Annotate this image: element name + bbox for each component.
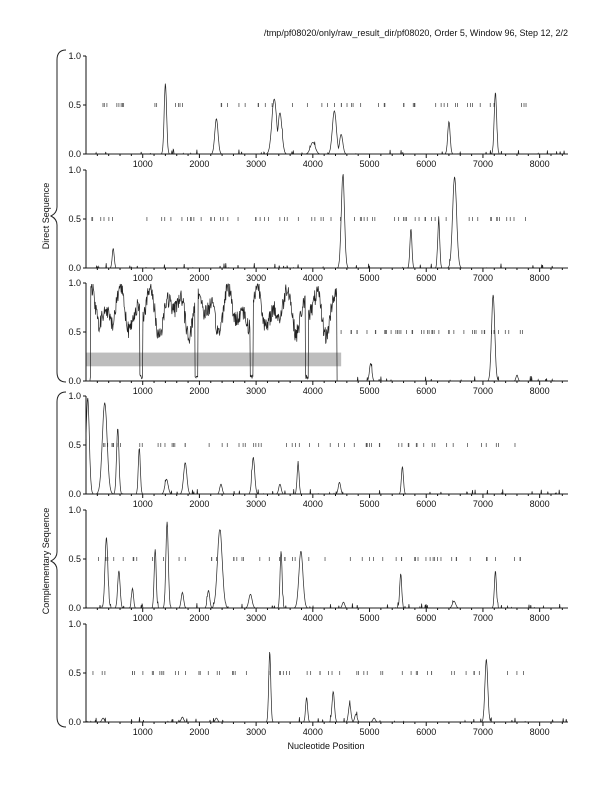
panel-6 — [68, 619, 568, 737]
direct-sequence-group — [41, 50, 66, 382]
x-tick-label: 7000 — [472, 386, 493, 396]
x-tick-label: 2000 — [189, 159, 210, 169]
x-tick-label: 2000 — [189, 727, 210, 737]
y-tick-label: 0.0 — [68, 263, 81, 273]
x-tick-label: 3000 — [246, 386, 267, 396]
x-tick-label: 3000 — [246, 727, 267, 737]
x-tick-label: 4000 — [302, 613, 323, 623]
x-tick-label: 4000 — [302, 499, 323, 509]
x-tick-label: 5000 — [359, 159, 380, 169]
x-tick-label: 1000 — [132, 386, 153, 396]
series-line — [86, 652, 568, 722]
x-tick-label: 1000 — [132, 499, 153, 509]
y-tick-label: 1.0 — [68, 505, 81, 515]
x-tick-label: 6000 — [416, 499, 437, 509]
x-tick-label: 4000 — [302, 273, 323, 283]
x-tick-label: 8000 — [529, 273, 550, 283]
x-tick-label: 3000 — [246, 499, 267, 509]
highlight-band — [86, 353, 341, 367]
x-tick-label: 8000 — [529, 613, 550, 623]
y-tick-label: 0.5 — [68, 440, 81, 450]
panel-5 — [68, 505, 568, 623]
y-tick-label: 0.0 — [68, 717, 81, 727]
direct-group-bracket — [51, 50, 66, 382]
x-tick-label: 2000 — [189, 273, 210, 283]
x-tick-label: 3000 — [246, 613, 267, 623]
series-line — [86, 174, 568, 268]
x-tick-label: 8000 — [529, 159, 550, 169]
x-tick-label: 5000 — [359, 613, 380, 623]
y-tick-label: 0.5 — [68, 327, 81, 337]
x-tick-label: 6000 — [416, 273, 437, 283]
x-tick-label: 6000 — [416, 386, 437, 396]
y-tick-label: 0.5 — [68, 214, 81, 224]
y-tick-label: 0.5 — [68, 668, 81, 678]
y-tick-label: 1.0 — [68, 51, 81, 61]
x-tick-label: 4000 — [302, 386, 323, 396]
x-axis-label: Nucleotide Position — [287, 741, 365, 751]
complementary-group-label: Complementary Sequence — [41, 507, 51, 615]
x-tick-label: 2000 — [189, 499, 210, 509]
x-tick-label: 4000 — [302, 159, 323, 169]
x-tick-label: 8000 — [529, 727, 550, 737]
x-tick-label: 5000 — [359, 727, 380, 737]
direct-group-label: Direct Sequence — [41, 182, 51, 250]
x-tick-label: 7000 — [472, 273, 493, 283]
panel-3 — [68, 278, 568, 396]
y-tick-label: 1.0 — [68, 165, 81, 175]
x-tick-label: 6000 — [416, 727, 437, 737]
x-tick-label: 6000 — [416, 613, 437, 623]
series-line — [86, 522, 568, 608]
x-tick-label: 7000 — [472, 499, 493, 509]
x-tick-label: 7000 — [472, 727, 493, 737]
x-tick-label: 3000 — [246, 273, 267, 283]
y-tick-label: 1.0 — [68, 278, 81, 288]
series-line — [86, 284, 568, 381]
x-tick-label: 7000 — [472, 613, 493, 623]
x-tick-label: 6000 — [416, 159, 437, 169]
y-tick-label: 0.0 — [68, 376, 81, 386]
x-tick-label: 1000 — [132, 159, 153, 169]
x-tick-label: 8000 — [529, 386, 550, 396]
x-tick-label: 2000 — [189, 613, 210, 623]
panel-4 — [68, 391, 568, 509]
x-tick-label: 1000 — [132, 273, 153, 283]
y-tick-label: 0.0 — [68, 603, 81, 613]
y-tick-label: 1.0 — [68, 391, 81, 401]
panel-2 — [68, 165, 568, 283]
x-tick-label: 1000 — [132, 613, 153, 623]
x-tick-label: 5000 — [359, 499, 380, 509]
y-tick-label: 0.0 — [68, 149, 81, 159]
complementary-group-bracket — [51, 392, 66, 727]
y-tick-label: 0.5 — [68, 100, 81, 110]
x-tick-label: 8000 — [529, 499, 550, 509]
series-line — [86, 84, 568, 154]
panel-1 — [68, 51, 568, 169]
x-tick-label: 2000 — [189, 386, 210, 396]
x-tick-label: 4000 — [302, 727, 323, 737]
chart-title: /tmp/pf08020/only/raw_result_dir/pf08020, Order 5, Window 96, Step 12, 2/2 — [263, 28, 568, 38]
complementary-sequence-group — [41, 392, 66, 727]
x-tick-label: 3000 — [246, 159, 267, 169]
x-tick-label: 5000 — [359, 273, 380, 283]
y-tick-label: 0.5 — [68, 554, 81, 564]
x-tick-label: 7000 — [472, 159, 493, 169]
y-tick-label: 1.0 — [68, 619, 81, 629]
x-tick-label: 5000 — [359, 386, 380, 396]
x-tick-label: 1000 — [132, 727, 153, 737]
panels-layer — [68, 51, 568, 737]
y-tick-label: 0.0 — [68, 489, 81, 499]
